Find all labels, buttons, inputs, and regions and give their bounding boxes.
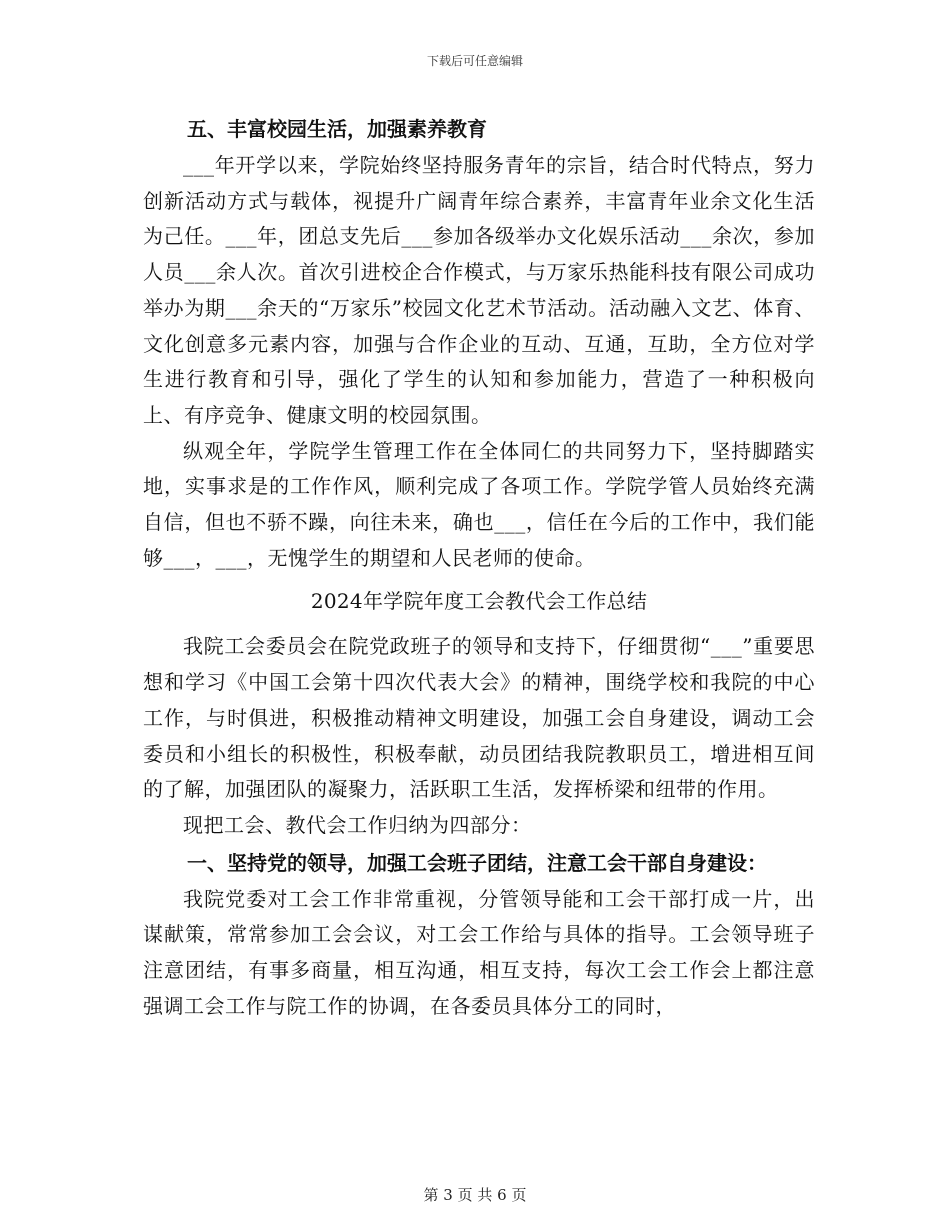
article-title: 2024年学院年度工会教代会工作总结 [310,589,648,614]
section-five-paragraph-1: ___年开学以来，学院始终坚持服务青年的宗旨，结合时代特点，努力创新活动方式与载体，视提升广阔青年综合素养，丰富青年业余文化生活为己任。___年，团总支先后___参加各级举办文化娱乐活动___余次，参加人员___余人次。首次引进校企合作模式，与万家乐热能科技有限公司成功举办为期___余天的“万家乐”校园文化艺术节活动。活动融入文艺、体育、文化创意多元素内容，加强与合作企业的互动、互通，互助，全方位对学生进行教育和引导，强化了学生的认知和参加能力，营造了一种积极向上、有序竞争、健康文明的校园氛围。 [143,153,815,427]
page-header: 下载后可任意编辑 [426,54,523,68]
document-body [143,110,815,1024]
article-heading-1: 一、坚持党的领导，加强工会班子团结，注意工会干部自身建设： [187,850,767,875]
section-five-paragraph-2: 纵观全年，学院学生管理工作在全体同仁的共同努力下，坚持脚踏实地，实事求是的工作作风，顺利完成了各项工作。学院学管人员始终充满自信，但也不骄不躁，向往未来，确也___，信任在今后的工作中，我们能够___，___，无愧学生的期望和人民老师的使命。 [143,438,815,570]
article-paragraph-3: 我院党委对工会工作非常重视，分管领导能和工会干部打成一片，出谋献策，常常参加工会会议，对工会工作给与具体的指导。工会领导班子注意团结，有事多商量，相互沟通，相互支持，每次工会工作会上都注意强调工会工作与院工作的协调，在各委员具体分工的同时， [143,886,815,1018]
page-footer: 第 3 页 共 6 页 [423,1186,527,1204]
article-paragraph-2: 现把工会、教代会工作归纳为四部分： [183,812,532,837]
section-five-heading: 五、丰富校园生活，加强素养教育 [187,117,487,141]
article-paragraph-1: 我院工会委员会在院党政班子的领导和支持下，仔细贯彻“___”重要思想和学习《中国工会第十四次代表大会》的精神，围绕学校和我院的中心工作，与时俱进，积极推动精神文明建设，加强工会自身建设，调动工会委员和小组长的积极性，积极奉献，动员团结我院教职员工，增进相互间的了解，加强团队的凝聚力，活跃职工生活，发挥桥梁和纽带的作用。 [143,634,815,802]
